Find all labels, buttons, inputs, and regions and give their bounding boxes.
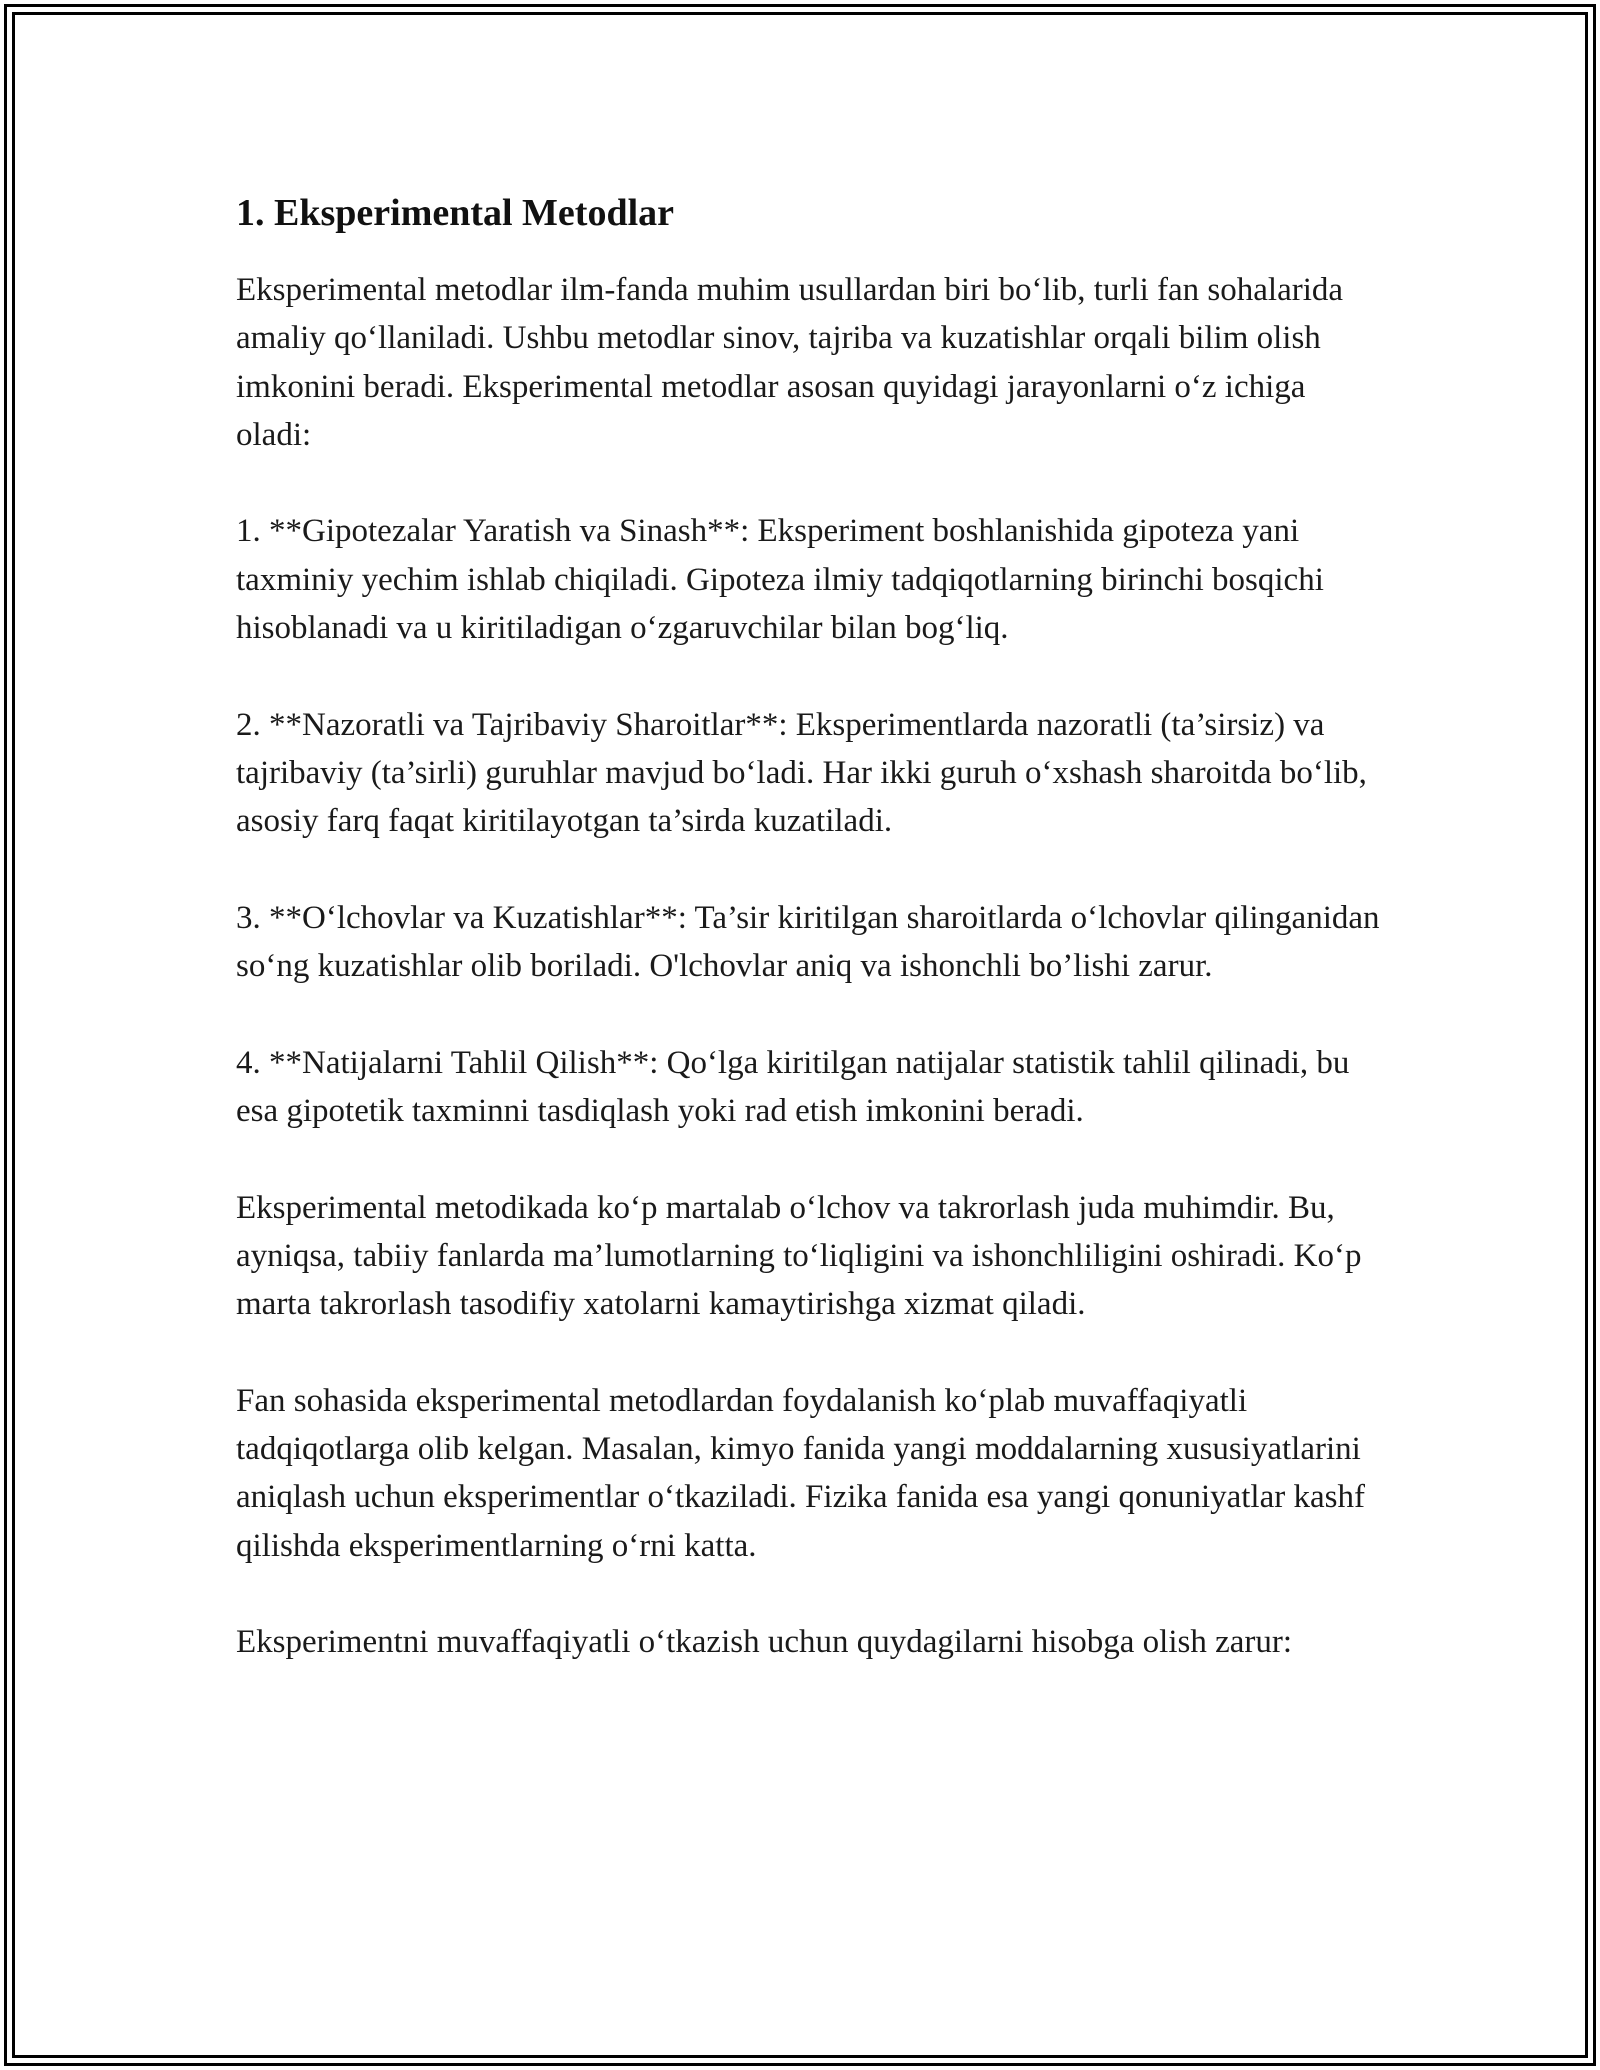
list-item-conditions: 2. **Nazoratli va Tajribaviy Sharoitlar**: Eksperimentlarda nazoratli (ta’sirsiz) va tajribaviy (ta’sirli) guruhlar mavjud bo‘ladi. Har ikki guruh o‘xshash sharoitda bo‘lib, asosiy farq faqat kiritilayotgan ta’sirda kuzatiladi. [236, 706, 1367, 840]
document-body [236, 186, 1386, 1715]
list-item-analysis: 4. **Natijalarni Tahlil Qilish**: Qo‘lga kiritilgan natijalar statistik tahlil qilinadi, bu esa gipotetik taxminni tasdiqlash yoki rad etish imkonini beradi. [236, 1044, 1350, 1130]
list-item-hypotheses: 1. **Gipotezalar Yaratish va Sinash**: Eksperiment boshlanishida gipoteza yani taxminiy yechim ishlab chiqiladi. Gipoteza ilmiy tadqiqotlarning birinchi bosqichi hisoblanadi va u kiritiladigan o‘zgaruvchilar bilan bog‘liq. [236, 513, 1324, 647]
section-heading: 1. Eksperimental Metodlar [236, 192, 675, 234]
repetition-paragraph: Eksperimental metodikada ko‘p martalab o‘lchov va takrorlash juda muhimdir. Bu, ayniqsa, tabiiy fanlarda ma’lumotlarning to‘liqligini va ishonchliligini oshiradi. Ko‘p marta takrorlash tasodifiy xatolarni kamaytirishga xizmat qiladi. [236, 1189, 1362, 1323]
intro-paragraph: Eksperimental metodlar ilm-fanda muhim usullardan biri bo‘lib, turli fan sohalarida amaliy qo‘llaniladi. Ushbu metodlar sinov, tajriba va kuzatishlar orqali bilim olish imkonini beradi. Eksperimental metodlar asosan quyidagi jarayonlarni o‘z ichiga oladi: [236, 272, 1344, 453]
closing-paragraph: Eksperimentni muvaffaqiyatli o‘tkazish uchun quydagilarni hisobga olish zarur: [236, 1624, 1293, 1661]
applications-paragraph: Fan sohasida eksperimental metodlardan foydalanish ko‘plab muvaffaqiyatli tadqiqotlarga olib kelgan. Masalan, kimyo fanida yangi moddalarning xususiyatlarini aniqlash uchun eksperimentlar o‘tkaziladi. Fizika fanida esa yangi qonuniyatlar kashf qilishda eksperimentlarning o‘rni katta. [236, 1382, 1365, 1564]
list-item-measurements: 3. **O‘lchovlar va Kuzatishlar**: Ta’sir kiritilgan sharoitlarda o‘lchovlar qilinganidan so‘ng kuzatishlar olib boriladi. O'lchovlar aniq va ishonchli bo’lishi zarur. [236, 899, 1380, 985]
